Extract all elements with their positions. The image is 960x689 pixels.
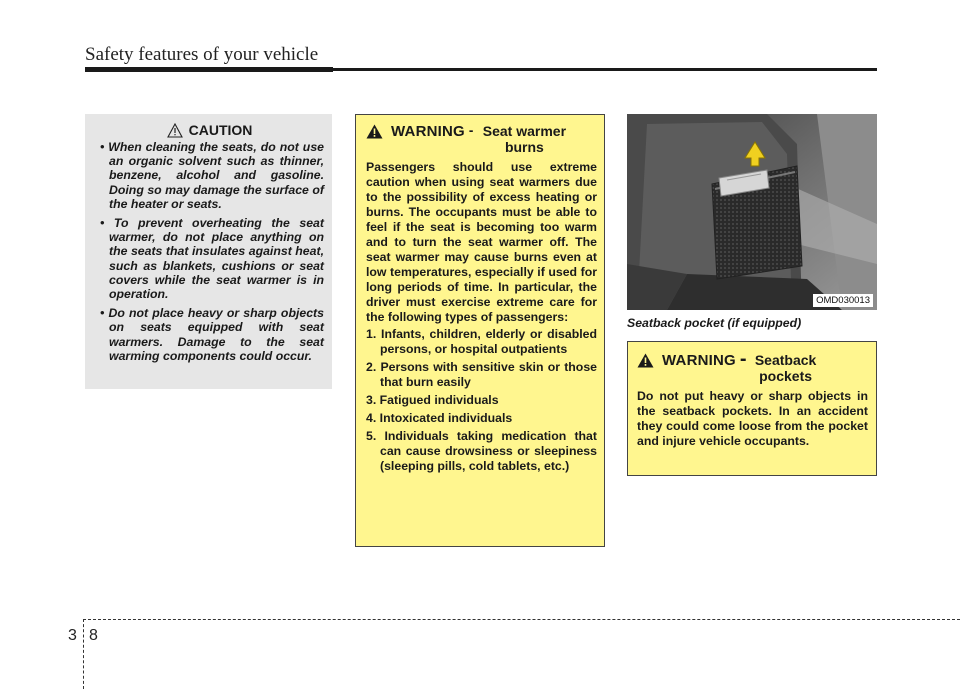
list-item: 5. Individuals taking medication that can cause drowsiness or sleepiness (sleeping pills, cold tablets, etc.) [366,429,597,473]
warning-seat-warmer-box [355,114,605,547]
seatback-photo-illustration [627,114,877,310]
warning-subtitle: Seat warmer burns [482,123,567,155]
warning-passenger-list [366,327,597,474]
warning-triangle-icon [366,124,383,139]
seatback-pocket-photo [627,114,877,310]
photo-caption: Seatback pocket (if equipped) [627,316,802,330]
warning-seatback-box [627,341,877,476]
list-item: 1. Infants, children, elderly or disabled persons, or hospital outpatients [366,327,597,356]
chapter-number: 3 [68,627,77,644]
list-item: 2. Persons with sensitive skin or those that burn easily [366,360,597,389]
caution-triangle-icon [167,123,183,138]
warning-dash: - [468,123,474,138]
page-header-title: Safety features of your vehicle [85,44,319,65]
page-number: 8 [89,627,98,644]
warning-subtitle: Seatback pockets [754,352,817,384]
warning-dash: - [739,348,747,370]
warning-seatback-heading [637,348,868,384]
warning-word: WARNING [662,352,736,369]
warning-word: WARNING [391,123,465,140]
warning-triangle-icon [637,353,654,368]
footer-horizontal-rule [83,619,960,620]
footer-vertical-rule [83,619,84,689]
warning-body: Do not put heavy or sharp objects in the seatback pockets. In an accident they could come loose from the pocket and injure vehicle occupants. [637,389,868,448]
warning-seat-warmer-heading [366,123,597,155]
warning-body: Passengers should use extreme caution when using seat warmers due to the possibility of excess heating or burns. The occupants must be able to feel if the seat is becoming too warm and to turn the seat warmer off. The seat warmer may cause burns even at low temperatures, especially if used for long periods of time. In particular, the driver must exercise extreme care for the following types of passengers: [366,160,597,324]
header-rule-accent [85,67,333,72]
caution-box [85,114,332,389]
caution-item: • When cleaning the seats, do not use an organic solvent such as thinner, benzene, alcohol and gasoline. Doing so may damage the surface of the heater or seats. [100,140,324,211]
caution-item: • To prevent overheating the seat warmer, do not place anything on the seats that insulates against heat, such as blankets, cushions or seat covers while the seat warmer is in operation. [100,216,324,302]
photo-reference-code: OMD030013 [813,294,873,307]
list-item: 3. Fatigued individuals [366,393,499,407]
list-item: 4. Intoxicated individuals [366,411,513,425]
caution-item: • Do not place heavy or sharp objects on seats equipped with seat warmers. Damage to the seat warming components could occur. [100,306,324,363]
caution-title: CAUTION [188,122,253,138]
caution-heading [95,122,324,138]
